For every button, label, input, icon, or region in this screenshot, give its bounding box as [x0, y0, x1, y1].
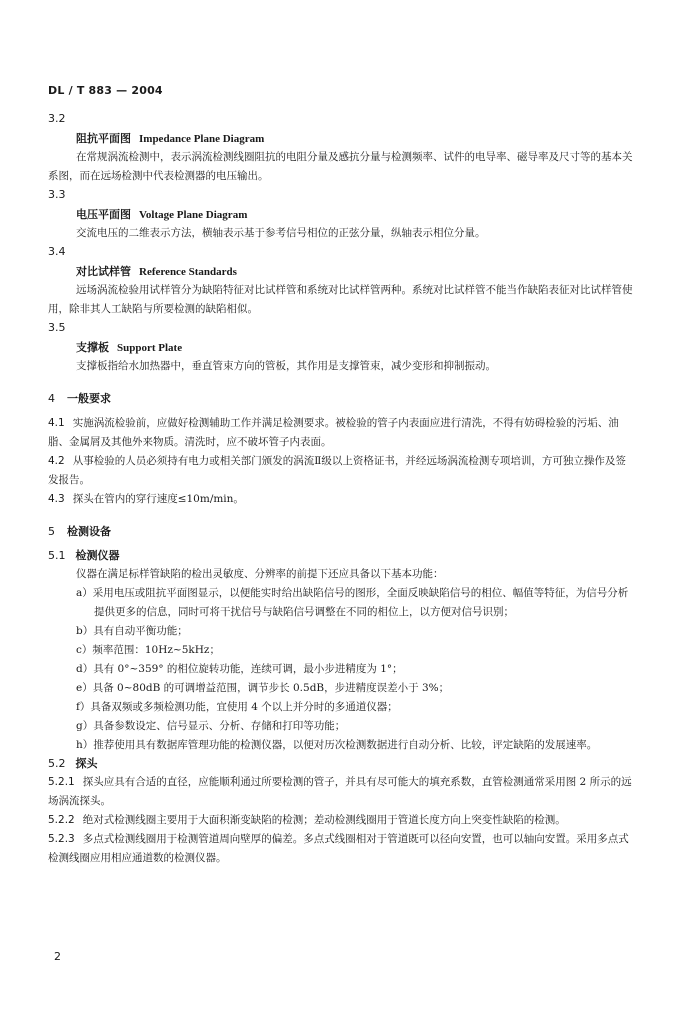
page-number: 2 — [54, 950, 61, 963]
list-item: b）具有自动平衡功能； — [76, 625, 188, 637]
term-cn: 支撑板 — [76, 341, 109, 354]
list-item: e）具备 0~80dB 的可调增益范围，调节步长 0.5dB，步进精度误差小于 3%； — [76, 682, 450, 694]
clause-4-1 — [48, 414, 636, 452]
list-item: c）频率范围：10Hz~5kHz； — [76, 644, 220, 656]
subsection-number: 5.2 — [48, 757, 66, 770]
section-number: 5 — [48, 525, 55, 538]
section-number: 4 — [48, 392, 55, 405]
section-title: 检测设备 — [67, 525, 111, 538]
clause-number-3-4: 3.4 — [48, 245, 66, 258]
term-en: Support Plate — [117, 342, 183, 354]
subsection-heading-5-2 — [48, 755, 636, 773]
subsection-title: 探头 — [75, 757, 98, 770]
term-en: Voltage Plane Diagram — [139, 209, 248, 221]
term-3-2 — [76, 130, 636, 148]
clause-4-3 — [48, 490, 636, 509]
clause-number: 4.3 — [48, 493, 65, 505]
clause-5-2-1 — [48, 773, 636, 811]
definition-3-3: 交流电压的二维表示方法，横轴表示基于参考信号相位的正弦分量，纵轴表示相位分量。 — [76, 227, 486, 239]
term-cn: 阻抗平面图 — [76, 132, 131, 145]
clause-number: 4.2 — [48, 455, 65, 467]
subsection-title: 检测仪器 — [75, 549, 120, 562]
clause-5-2-2 — [48, 811, 636, 830]
subsection-number: 5.1 — [48, 549, 66, 562]
clause-text: 探头应具有合适的直径，应能顺利通过所要检测的管子，并具有尽可能大的填充系数，直管检测通常采用图 2 所示的远场涡流探头。 — [48, 776, 632, 807]
term-en: Reference Standards — [139, 266, 237, 278]
instrument-intro: 仪器在满足标样管缺陷的检出灵敏度、分辨率的前提下还应具备以下基本功能： — [76, 568, 444, 580]
standard-code-header: DL / T 883 — 2004 — [48, 84, 163, 97]
instrument-function-list — [76, 584, 636, 755]
definition-3-2: 在常规涡流检测中，表示涡流检测线圈阻抗的电阻分量及感抗分量与检测频率、试件的电导率、磁导率及尺寸等的基本关系图，而在远场检测中代表检测器的电压输出。 — [48, 151, 633, 182]
clause-number: 5.2.2 — [48, 814, 75, 826]
subsection-heading-5-1 — [48, 547, 636, 565]
section-heading-5 — [48, 523, 636, 541]
clause-text: 实施涡流检验前，应做好检测辅助工作并满足检测要求。被检验的管子内表面应进行清洗，不得有妨碍检验的污垢、油脂、金属屑及其他外来物质。清洗时，应不破坏管子内表面。 — [48, 417, 619, 448]
term-3-3 — [76, 206, 636, 224]
section-heading-4 — [48, 390, 636, 408]
clause-number-3-3: 3.3 — [48, 188, 66, 201]
document-body — [48, 110, 636, 868]
list-item: g）具备参数设定、信号显示、分析、存储和打印等功能； — [76, 720, 346, 732]
list-item: a）采用电压或阻抗平面图显示，以便能实时给出缺陷信号的图形，全面反映缺陷信号的相位、幅值等特征，为信号分析提供更多的信息，同时可将干扰信号与缺陷信号调整在不同的相位上，以方便对信号识别； — [76, 587, 629, 618]
clause-text: 绝对式检测线圈主要用于大面积渐变缺陷的检测；差动检测线圈用于管道长度方向上突变性缺陷的检测。 — [82, 814, 566, 826]
section-title: 一般要求 — [67, 392, 111, 405]
clause-text: 探头在管内的穿行速度≤10m/min。 — [72, 493, 244, 505]
term-3-4 — [76, 263, 636, 281]
clause-5-2-3 — [48, 830, 636, 868]
term-cn: 对比试样管 — [76, 265, 131, 278]
term-cn: 电压平面图 — [76, 208, 131, 221]
clause-number-3-2: 3.2 — [48, 112, 66, 125]
clause-4-2 — [48, 452, 636, 490]
clause-text: 从事检验的人员必须持有电力或相关部门颁发的涡流Ⅱ级以上资格证书，并经远场涡流检测专项培训，方可独立操作及签发报告。 — [48, 455, 626, 486]
clause-number-3-5: 3.5 — [48, 321, 66, 334]
definition-3-5: 支撑板指给水加热器中，垂直管束方向的管板，其作用是支撑管束，减少变形和抑制振动。 — [76, 360, 496, 372]
clause-number: 5.2.1 — [48, 776, 75, 788]
list-item: h）推荐使用具有数据库管理功能的检测仪器，以便对历次检测数据进行自动分析、比较，评定缺陷的发展速率。 — [76, 739, 598, 751]
clause-text: 多点式检测线圈用于检测管道周向壁厚的偏差。多点式线圈相对于管道既可以径向安置，也可以轴向安置。采用多点式检测线圈应用相应通道数的检测仪器。 — [48, 833, 629, 864]
definition-3-4: 远场涡流检验用试样管分为缺陷特征对比试样管和系统对比试样管两种。系统对比试样管不能当作缺陷表征对比试样管使用，除非其人工缺陷与所要检测的缺陷相似。 — [48, 284, 633, 315]
term-3-5 — [76, 339, 636, 357]
clause-number: 5.2.3 — [48, 833, 75, 845]
list-item: d）具有 0°~359° 的相位旋转功能，连续可调，最小步进精度为 1°； — [76, 663, 403, 675]
list-item: f）具备双频或多频检测功能，宜使用 4 个以上并分时的多通道仪器； — [76, 701, 398, 713]
term-en: Impedance Plane Diagram — [139, 133, 265, 145]
clause-number: 4.1 — [48, 417, 65, 429]
